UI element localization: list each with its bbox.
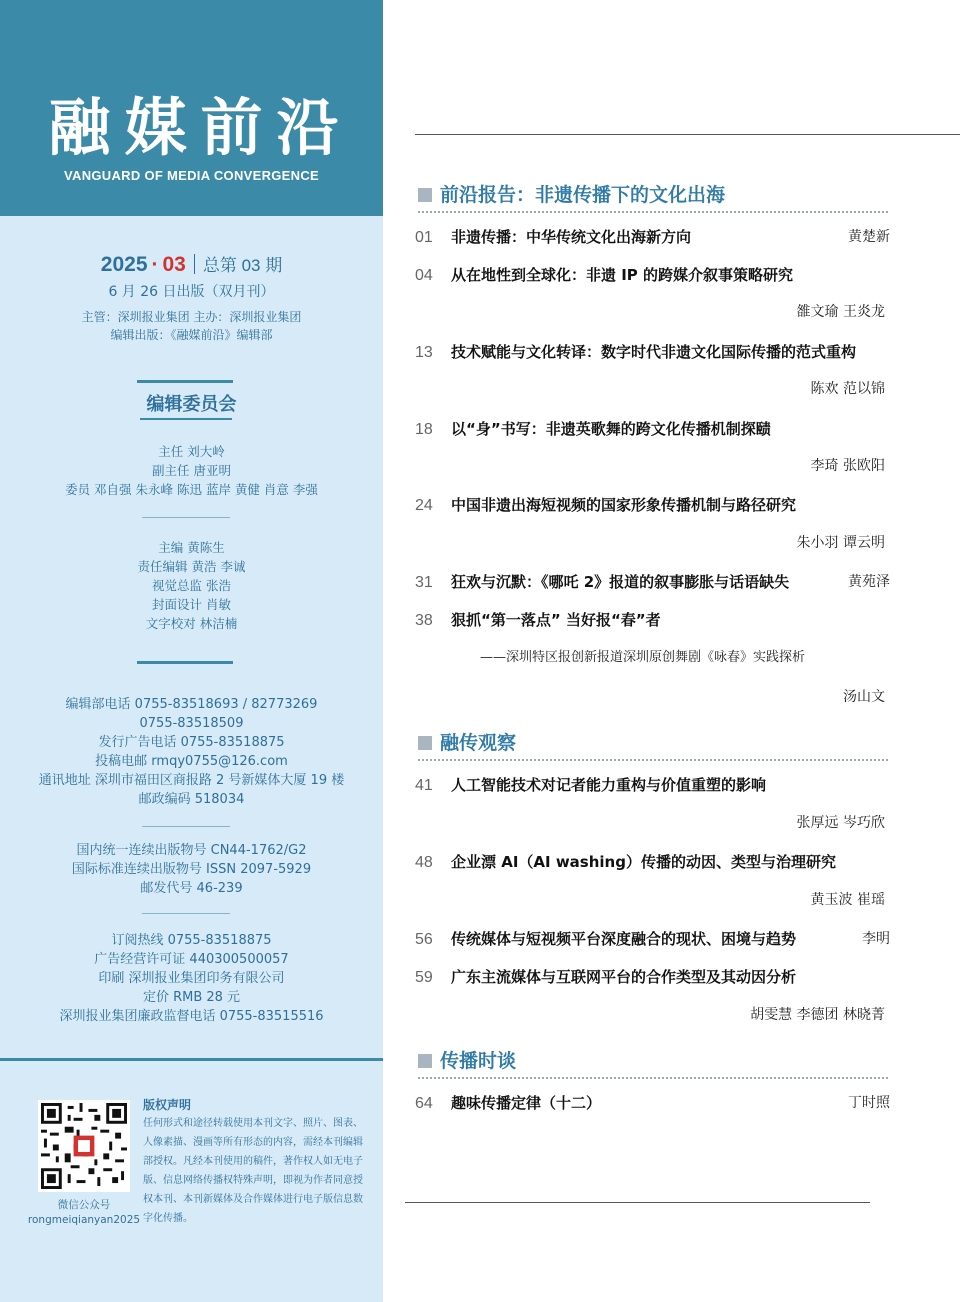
article-title: 狠抓“第一落点” 当好报“春”者 (451, 611, 661, 629)
page-number: 13 (415, 344, 433, 361)
issue-number: 03 (162, 253, 186, 276)
bottom-divider (405, 1202, 870, 1203)
article-author: 雒文瑜 王炎龙 (796, 304, 885, 320)
article-title: 狂欢与沉默：《哪吒 2》报道的叙事膨胀与话语缺失 (451, 573, 790, 591)
divider (137, 380, 233, 383)
copyright-text: 任何形式和途径转载使用本刊文字、照片、图表、人像素描、漫画等所有形态的内容，需经本刊编辑部授权。凡经本刊使用的稿件，著作权人如无电子版、信息网络传播权特殊声明，即视为作者同意授权本刊、本刊新媒体及合作媒体进行电子版信息数字化传播。 (143, 1118, 363, 1224)
publish-date: 6 月 26 日出版（双月刊） (108, 284, 275, 300)
page-number: 64 (415, 1095, 433, 1112)
toc-entry[interactable] (415, 262, 890, 288)
section-title: 融传观察 (440, 732, 517, 754)
toc-entry[interactable] (415, 849, 890, 875)
staff-list (0, 538, 383, 633)
qr-label: 微信公众号 (57, 1199, 111, 1211)
article-author: 张厚远 岑巧欣 (796, 815, 885, 831)
divider (142, 913, 230, 914)
section-marker-icon (418, 1054, 432, 1068)
toc-entry[interactable] (415, 772, 890, 798)
dotted-divider (418, 211, 888, 213)
serial-line: 国内统一连续出版物号 CN44-1762/G2 (76, 843, 307, 858)
divider (142, 517, 230, 518)
contact-line: 0755-83518509 (139, 716, 244, 731)
committee-list (0, 442, 383, 499)
article-subtitle: ——深圳特区报创新报道深圳原创舞剧《咏春》实践探析 (480, 650, 806, 665)
sponsor-line: 主管：深圳报业集团 主办：深圳报业集团 (81, 310, 302, 324)
page-number: 41 (415, 777, 433, 794)
article-author: 李琦 张欧阳 (810, 458, 885, 474)
page-number: 01 (415, 229, 433, 246)
article-author: 汤山文 (843, 689, 885, 705)
section-title: 传播时谈 (440, 1050, 517, 1072)
page-number: 48 (415, 854, 433, 871)
toc-entry[interactable] (415, 569, 890, 595)
article-title: 企业漂 AI（AI washing）传播的动因、类型与治理研究 (451, 853, 836, 871)
article-author: 李明 (862, 931, 890, 947)
staff-line: 文字校对 林洁楠 (145, 616, 238, 631)
committee-line: 委员 邓自强 朱永峰 陈迅 蓝岸 黄健 肖意 李强 (65, 482, 318, 497)
contact-line: 发行广告电话 0755-83518875 (98, 735, 285, 750)
article-author: 朱小羽 谭云明 (796, 535, 885, 551)
page-number: 56 (415, 931, 433, 948)
business-line: 印刷 深圳报业集团印务有限公司 (98, 971, 285, 986)
divider (137, 661, 233, 664)
page-number: 24 (415, 497, 433, 514)
article-title: 趣味传播定律（十二） (451, 1094, 602, 1112)
magazine-logo: 融媒前沿 (48, 91, 353, 164)
contact-info (0, 695, 383, 809)
staff-line: 责任编辑 黄浩 李诚 (137, 559, 246, 574)
article-author: 丁时照 (848, 1095, 890, 1111)
article-author: 黄苑泽 (848, 574, 890, 590)
magazine-english-name: VANGUARD OF MEDIA CONVERGENCE (64, 168, 319, 183)
top-divider (415, 134, 960, 135)
contact-line: 邮政编码 518034 (138, 792, 245, 807)
issue-year: 2025 (100, 253, 148, 276)
contact-line: 通讯地址 深圳市福田区商报路 2 号新媒体大厦 19 楼 (38, 773, 345, 788)
divider (140, 418, 232, 420)
article-title: 技术赋能与文化转译：数字时代非遗文化国际传播的范式重构 (451, 343, 857, 361)
article-title: 以“身”书写：非遗英歌舞的跨文化传播机制探赜 (451, 420, 771, 438)
page-number: 18 (415, 421, 433, 438)
qr-caption (20, 1198, 148, 1228)
article-title: 人工智能技术对记者能力重构与价值重塑的影响 (451, 776, 767, 794)
business-line: 订阅热线 0755-83518875 (111, 933, 272, 948)
page-number: 31 (415, 574, 433, 591)
staff-line: 视觉总监 张浩 (152, 578, 231, 593)
toc-entry[interactable] (415, 224, 890, 250)
article-title: 从在地性到全球化：非遗 IP 的跨媒介叙事策略研究 (451, 266, 794, 284)
issue-line (0, 252, 383, 280)
committee-line: 副主任 唐亚明 (152, 463, 231, 478)
copyright-title: 版权声明 (143, 1098, 192, 1112)
contact-line: 编辑部电话 0755-83518693 / 82773269 (65, 697, 318, 712)
qr-code-icon (38, 1100, 130, 1192)
committee-line: 主任 刘大岭 (158, 444, 225, 459)
section-marker-icon (418, 736, 432, 750)
section-marker-icon (418, 188, 432, 202)
toc-entry[interactable] (415, 607, 890, 633)
article-title: 传统媒体与短视频平台深度融合的现状、困境与趋势 (451, 930, 797, 948)
toc-entry[interactable] (415, 964, 890, 990)
business-line: 定价 RMB 28 元 (142, 990, 241, 1005)
business-info (0, 931, 383, 1026)
business-line: 广告经营许可证 440300500057 (94, 952, 289, 967)
serial-line: 邮发代号 46-239 (140, 881, 243, 896)
editor-line: 编辑出版：《融媒前沿》编辑部 (110, 328, 273, 342)
article-title: 广东主流媒体与互联网平台的合作类型及其动因分析 (451, 968, 797, 986)
issue-separator: · (151, 253, 159, 276)
article-author: 黄楚新 (848, 229, 890, 245)
dotted-divider (418, 759, 888, 761)
page-number: 04 (415, 267, 433, 284)
qr-account: rongmeiqianyan2025 (27, 1214, 141, 1226)
article-author: 陈欢 范以锦 (810, 381, 885, 397)
divider (0, 1058, 383, 1061)
toc-entry[interactable] (415, 416, 890, 442)
issue-divider (194, 254, 195, 274)
toc-entry[interactable] (415, 926, 890, 952)
article-author: 黄玉波 崔瑶 (810, 892, 885, 908)
staff-line: 封面设计 肖敏 (152, 597, 231, 612)
committee-title: 编辑委员会 (146, 394, 237, 415)
page-number: 59 (415, 969, 433, 986)
info-sidebar (0, 0, 383, 1302)
divider (142, 826, 230, 827)
section-title: 前沿报告：非遗传播下的文化出海 (440, 184, 726, 206)
toc-entry[interactable] (415, 492, 890, 518)
article-title: 非遗传播：中华传统文化出海新方向 (451, 228, 692, 246)
serial-info (0, 841, 383, 898)
business-line: 深圳报业集团廉政监督电话 0755-83515516 (59, 1009, 324, 1024)
article-title: 中国非遗出海短视频的国家形象传播机制与路径研究 (451, 496, 797, 514)
staff-line: 主编 黄陈生 (158, 540, 225, 555)
toc-entry[interactable] (415, 1090, 890, 1116)
dotted-divider (418, 1077, 888, 1079)
issue-total: 总第 03 期 (202, 256, 283, 275)
article-author: 胡雯慧 李德团 林晓菁 (750, 1007, 885, 1023)
toc-entry[interactable] (415, 339, 890, 365)
masthead (0, 0, 383, 216)
page-number: 38 (415, 612, 433, 629)
contact-line: 投稿电邮 rmqy0755@126.com (95, 754, 288, 769)
sponsor-info (0, 308, 383, 344)
serial-line: 国际标准连续出版物号 ISSN 2097-5929 (71, 862, 312, 877)
